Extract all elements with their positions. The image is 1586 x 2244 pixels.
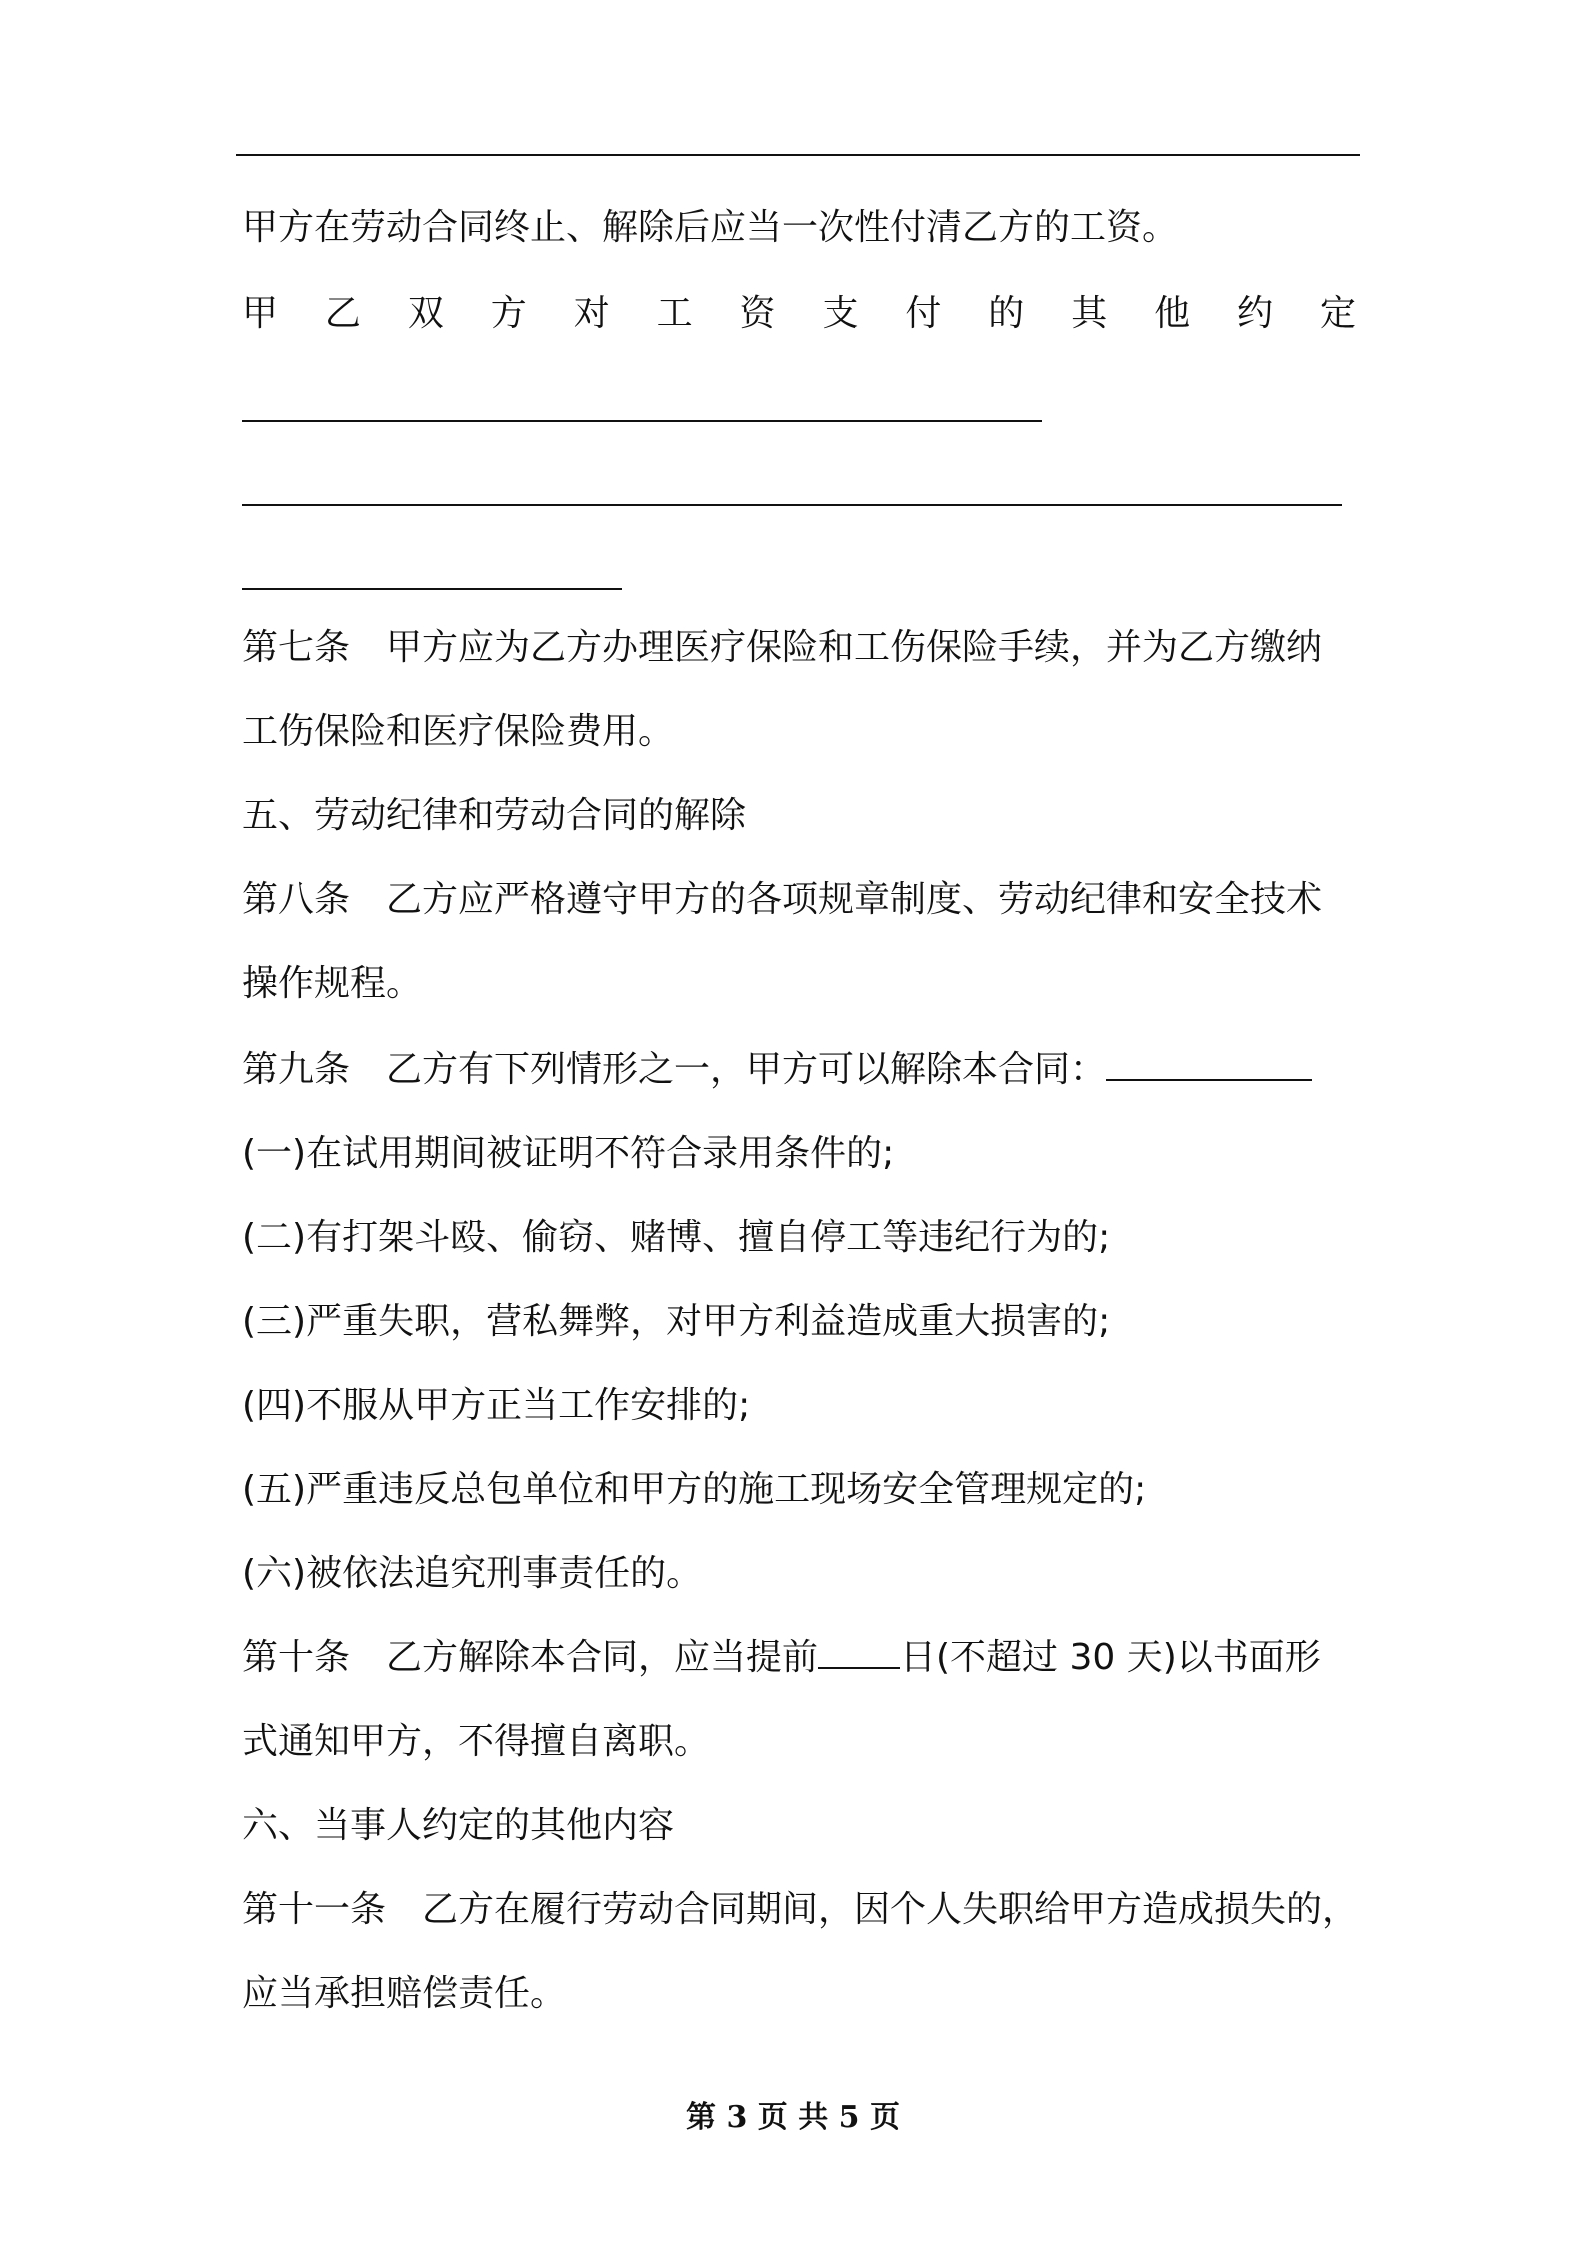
article-7-line-1: 第七条 甲方应为乙方办理医疗保险和工伤保险手续，并为乙方缴纳 bbox=[242, 627, 1323, 668]
header-rule bbox=[236, 154, 1360, 156]
article-11-line-2: 应当承担赔偿责任。 bbox=[242, 1973, 567, 2014]
spaced-character: 约 bbox=[1237, 293, 1274, 334]
spaced-character: 乙 bbox=[324, 293, 361, 334]
article-10-text-b: 日(不超过 30 天)以书面形 bbox=[900, 1637, 1321, 1678]
article-9-item-1: (一)在试用期间被证明不符合录用条件的; bbox=[242, 1133, 895, 1174]
article-9-line bbox=[242, 1046, 1312, 1094]
fill-in-blank-line bbox=[242, 504, 1342, 506]
fill-in-blank-line bbox=[818, 1637, 900, 1669]
fill-in-blank-line bbox=[242, 420, 1042, 422]
article-9-item-6: (六)被依法追究刑事责任的。 bbox=[242, 1553, 703, 1594]
spaced-character: 定 bbox=[1319, 293, 1356, 334]
spaced-character: 甲 bbox=[242, 293, 279, 334]
article-11-line-1: 第十一条 乙方在履行劳动合同期间，因个人失职给甲方造成损失的， bbox=[242, 1889, 1359, 1930]
section-5-heading: 五、劳动纪律和劳动合同的解除 bbox=[242, 795, 747, 836]
fill-in-blank-line bbox=[242, 588, 622, 590]
article-8-line-1: 第八条 乙方应严格遵守甲方的各项规章制度、劳动纪律和安全技术 bbox=[242, 879, 1323, 920]
article-9-item-5: (五)严重违反总包单位和甲方的施工现场安全管理规定的; bbox=[242, 1469, 1147, 1510]
paragraph-wage-settlement: 甲方在劳动合同终止、解除后应当一次性付清乙方的工资。 bbox=[242, 207, 1179, 248]
paragraph-other-wage-agreement bbox=[242, 290, 1356, 338]
article-10-text-a: 第十条 乙方解除本合同，应当提前 bbox=[242, 1637, 819, 1678]
spaced-character: 其 bbox=[1071, 293, 1108, 334]
spaced-character: 他 bbox=[1154, 293, 1191, 334]
spaced-character: 对 bbox=[573, 293, 610, 334]
spaced-character: 资 bbox=[739, 293, 776, 334]
article-9-item-2: (二)有打架斗殴、偷窃、赌博、擅自停工等违纪行为的; bbox=[242, 1217, 1111, 1258]
fill-in-blank-line bbox=[1106, 1049, 1312, 1081]
article-7-line-2: 工伤保险和医疗保险费用。 bbox=[242, 711, 675, 752]
spaced-character: 支 bbox=[822, 293, 859, 334]
article-9-item-3: (三)严重失职，营私舞弊，对甲方利益造成重大损害的; bbox=[242, 1301, 1111, 1342]
article-9-text: 第九条 乙方有下列情形之一，甲方可以解除本合同： bbox=[242, 1049, 1107, 1090]
section-6-heading: 六、当事人约定的其他内容 bbox=[242, 1805, 675, 1846]
spaced-character: 双 bbox=[407, 293, 444, 334]
page-number-footer: 第 3 页 共 5 页 bbox=[686, 2100, 900, 2135]
article-10-line-1 bbox=[242, 1634, 1321, 1682]
article-10-line-2: 式通知甲方，不得擅自离职。 bbox=[242, 1721, 711, 1762]
article-9-item-4: (四)不服从甲方正当工作安排的; bbox=[242, 1385, 751, 1426]
spaced-character: 方 bbox=[490, 293, 527, 334]
spaced-character: 的 bbox=[988, 293, 1025, 334]
article-8-line-2: 操作规程。 bbox=[242, 963, 423, 1004]
spaced-character: 付 bbox=[905, 293, 942, 334]
spaced-character: 工 bbox=[656, 293, 693, 334]
